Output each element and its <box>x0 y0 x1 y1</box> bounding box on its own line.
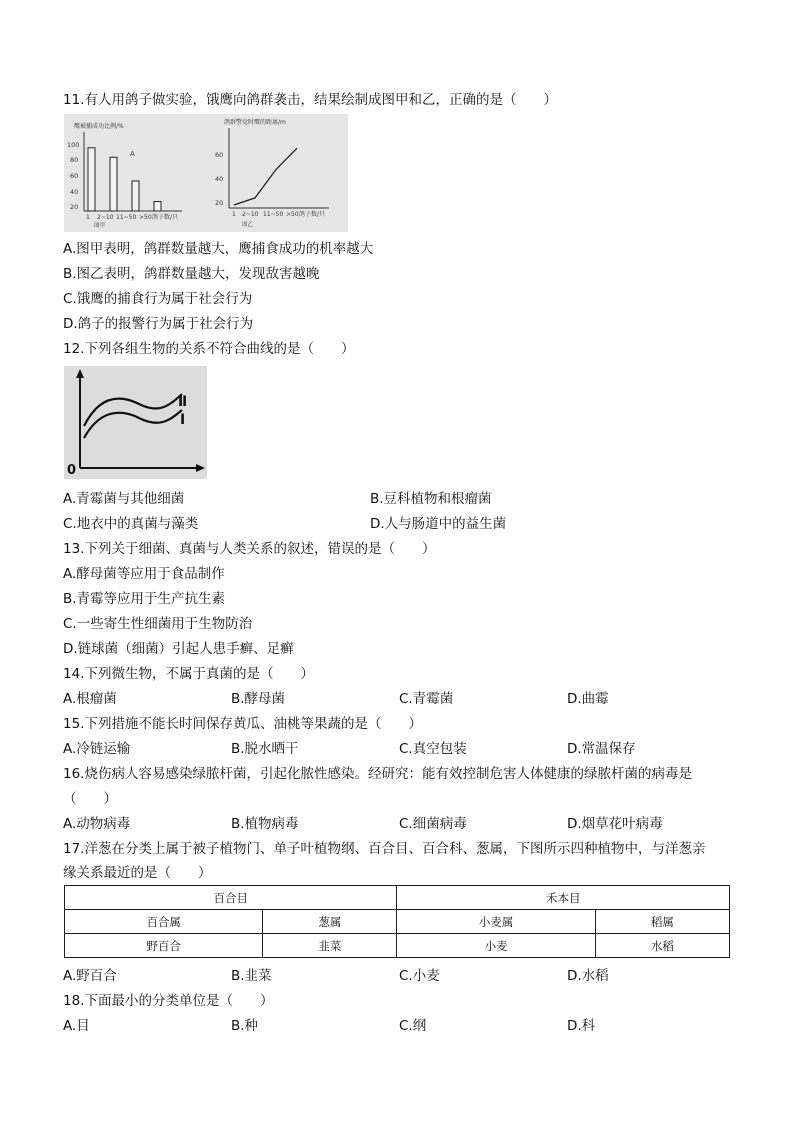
q15-option-a: A.冷链运输 <box>63 741 131 757</box>
table-cell-species: 小麦 <box>397 934 595 958</box>
q17-stem-line1: 17.洋葱在分类上属于被子植物门、单子叶植物纲、百合目、百合科、葱属，下图所示四种植物中，与洋葱亲 <box>63 841 706 857</box>
q18-stem: 18.下面最小的分类单位是（ ） <box>63 993 274 1009</box>
q11-figures <box>64 114 348 232</box>
q12-option-a: A.青霉菌与其他细菌 <box>63 491 185 507</box>
chart-jia-bar <box>132 181 139 211</box>
chart-jia-bar <box>88 148 95 211</box>
q15-stem: 15.下列措施不能长时间保存黄瓜、油桃等果蔬的是（ ） <box>63 716 422 732</box>
chart-jia-xtick: >50 <box>139 214 152 221</box>
q17-stem-line2: 缘关系最近的是（ ） <box>63 865 212 881</box>
table-cell-species: 韭菜 <box>263 934 397 958</box>
chart-jia-xtick: 11~50 <box>116 214 137 221</box>
chart-jia-ytick: 40 <box>70 188 79 196</box>
q13-option-d: D.链球菌（细菌）引起人患手癣、足癣 <box>63 641 294 657</box>
table-cell-species: 水稻 <box>595 934 729 958</box>
chart-yi-ytick: 20 <box>215 199 224 207</box>
chart-jia-xunit: 鸽子数/只 <box>152 214 179 221</box>
q17-option-c: C.小麦 <box>399 968 440 984</box>
q12-figure-svg <box>64 366 207 479</box>
q16-option-d: D.烟草花叶病毒 <box>567 816 663 832</box>
chart-yi-xunit: 鸽子数/只 <box>299 211 326 218</box>
q11-option-b: B.图乙表明，鸽群数量越大，发现敌害越晚 <box>63 266 320 282</box>
q13-option-a: A.酵母菌等应用于食品制作 <box>63 566 225 582</box>
chart-jia-bar <box>110 157 117 211</box>
q13-stem: 13.下列关于细菌、真菌与人类关系的叙述，错误的是（ ） <box>63 541 436 557</box>
q12-origin: 0 <box>67 463 77 478</box>
q13-option-b: B.青霉等应用于生产抗生素 <box>63 591 226 607</box>
chart-jia-marker: A <box>130 150 135 158</box>
q18-option-d: D.科 <box>567 1018 596 1034</box>
q15-option-d: D.常温保存 <box>567 741 636 757</box>
q11-figures-svg <box>64 114 348 232</box>
chart-yi-xtick: 11~50 <box>263 211 284 218</box>
q12-x-arrow <box>196 464 205 472</box>
q13-option-c: C.一些寄生性细菌用于生物防治 <box>63 616 253 632</box>
table-cell-genus: 葱属 <box>263 910 397 934</box>
chart-yi-ylabel: 鸽群警觉时鹰的距离/m <box>224 119 286 126</box>
chart-jia-bar <box>154 202 161 211</box>
chart-yi-xtick: 2~10 <box>242 211 259 218</box>
table-cell-genus: 百合属 <box>65 910 263 934</box>
q12-y-arrow <box>76 369 84 378</box>
table-row <box>65 886 730 910</box>
q12-label-lower: Ⅰ <box>180 412 186 428</box>
table-cell-genus: 小麦属 <box>397 910 595 934</box>
table-cell-genus: 稻属 <box>595 910 729 934</box>
q12-stem: 12.下列各组生物的关系不符合曲线的是（ ） <box>63 341 355 357</box>
q16-option-b: B.植物病毒 <box>231 816 299 832</box>
q14-stem: 14.下列微生物，不属于真菌的是（ ） <box>63 666 314 682</box>
table-row <box>65 934 730 958</box>
q11-option-c: C.饿鹰的捕食行为属于社会行为 <box>63 291 253 307</box>
q11-option-a: A.图甲表明，鸽群数量越大，鹰捕食成功的机率越大 <box>63 241 374 257</box>
q16-stem-line2: （ ） <box>63 791 117 807</box>
q14-option-d: D.曲霉 <box>567 691 609 707</box>
q15-option-b: B.脱水晒干 <box>231 741 299 757</box>
q12-option-d: D.人与肠道中的益生菌 <box>370 516 507 532</box>
table-cell-species: 野百合 <box>65 934 263 958</box>
table-cell-order: 百合目 <box>65 886 397 910</box>
chart-yi-caption: 图乙 <box>242 222 254 228</box>
q16-stem-line1: 16.烧伤病人容易感染绿脓杆菌，引起化脓性感染。经研究：能有效控制危害人体健康的绿脓杆菌的病毒是 <box>63 766 692 782</box>
q15-option-c: C.真空包装 <box>399 741 467 757</box>
q14-option-a: A.根瘤菌 <box>63 691 117 707</box>
q12-option-b: B.豆科植物和根瘤菌 <box>370 491 492 507</box>
chart-yi-series-line <box>234 148 297 205</box>
q17-option-d: D.水稻 <box>567 968 609 984</box>
q16-option-c: C.细菌病毒 <box>399 816 467 832</box>
q12-option-c: C.地衣中的真菌与藻类 <box>63 516 199 532</box>
chart-jia-ylabel: 鹰被捕成功比例/% <box>74 123 124 130</box>
q17-classification-table <box>64 885 730 958</box>
chart-jia-caption: 图甲 <box>94 223 106 229</box>
chart-yi-ytick: 40 <box>215 175 224 183</box>
chart-yi-xtick: >50 <box>286 211 299 218</box>
q17-option-b: B.韭菜 <box>231 968 272 984</box>
chart-yi <box>215 118 329 228</box>
chart-yi-ytick: 60 <box>215 151 224 159</box>
q18-option-c: C.纲 <box>399 1018 427 1034</box>
chart-jia-xtick: 2~10 <box>97 214 114 221</box>
q17-option-a: A.野百合 <box>63 968 117 984</box>
table-cell-order: 禾本目 <box>397 886 730 910</box>
q18-option-a: A.目 <box>63 1018 90 1034</box>
q12-figure <box>64 366 207 479</box>
chart-yi-xtick: 1 <box>232 211 236 218</box>
chart-jia-xtick: 1 <box>86 214 90 221</box>
chart-jia-ytick: 60 <box>70 172 79 180</box>
q12-curve-lower <box>84 410 182 438</box>
q16-option-a: A.动物病毒 <box>63 816 131 832</box>
q18-option-b: B.种 <box>231 1018 259 1034</box>
chart-jia <box>67 122 182 229</box>
q14-option-c: C.青霉菌 <box>399 691 454 707</box>
q11-stem: 11.有人用鸽子做实验，饿鹰向鸽群袭击，结果绘制成图甲和乙，正确的是（ ） <box>63 92 557 108</box>
chart-jia-bars <box>88 148 161 211</box>
q11-option-d: D.鸽子的报警行为属于社会行为 <box>63 316 254 332</box>
q14-option-b: B.酵母菌 <box>231 691 286 707</box>
chart-jia-ytick: 20 <box>70 203 79 211</box>
chart-jia-ytick: 100 <box>67 141 80 149</box>
table-row <box>65 910 730 934</box>
chart-jia-ytick: 80 <box>70 156 79 164</box>
q12-label-upper: Ⅱ <box>178 394 188 410</box>
